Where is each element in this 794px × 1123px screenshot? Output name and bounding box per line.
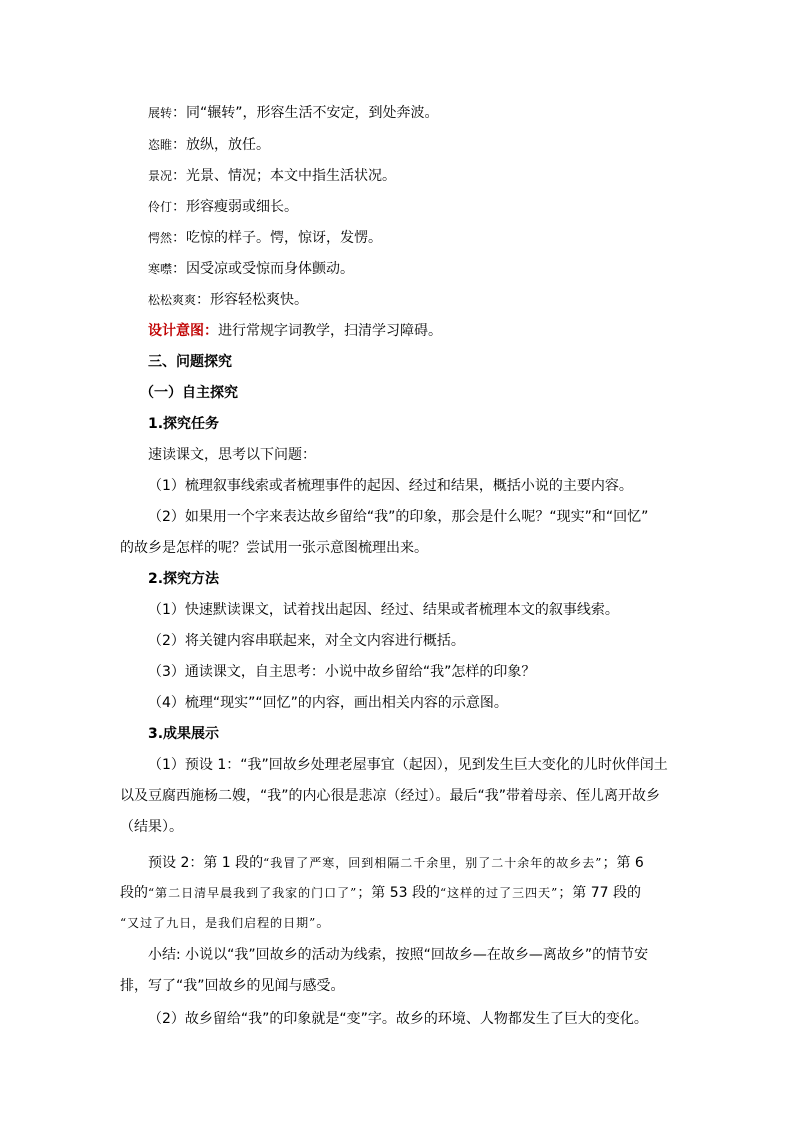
result-paragraph: （2）故乡留给“我”的印象就是“变”字。故乡的环境、人物都发生了巨大的变化。 <box>148 1011 648 1027</box>
glossary-term: 松松爽爽 <box>148 293 197 307</box>
glossary-term: 寒噤 <box>148 262 173 276</box>
glossary-item: 景况：光景、情况；本文中指生活状况。 <box>148 168 397 184</box>
glossary-term: 愕然 <box>148 231 173 245</box>
subsection-heading: （一）自主探究 <box>140 385 238 401</box>
quote: “我冒了严寒，回到相隔二千余里，别了二十余年的故乡去” <box>263 856 603 870</box>
glossary-item: 寒噤：因受凉或受惊而身体颤动。 <box>148 261 355 277</box>
method-item: （3）通读课文，自主思考：小说中故乡留给“我”怎样的印象？ <box>148 664 536 680</box>
glossary-definition: 形容轻松爽快。 <box>210 292 309 308</box>
design-intent-text: 进行常规字词教学，扫清学习障碍。 <box>218 323 442 339</box>
result-paragraph-cont: 以及豆腐西施杨二嫂，“我”的内心很是悲凉（经过）。最后“我”带着母亲、侄儿离开故乡 <box>120 788 661 804</box>
summary: 小结: 小说以“我”回故乡的活动为线索，按照“回故乡—在故乡—离故乡”的情节安 <box>148 947 649 963</box>
glossary-definition: 放纵，放任。 <box>186 137 271 153</box>
result-paragraph: （1）预设 1：“我”回故乡处理老屋事宜（起因），见到发生巨大变化的儿时伙伴闰土 <box>148 757 668 773</box>
glossary-item: 伶仃：形容瘦弱或细长。 <box>148 199 299 215</box>
task-intro: 速读课文，思考以下问题： <box>148 447 316 463</box>
task-question: （1）梳理叙事线索或者梳理事件的起因、经过和结果，概括小说的主要内容。 <box>148 478 633 494</box>
quote: “又过了九日，是我们启程的日期” <box>120 916 317 930</box>
glossary-item: 松松爽爽：形容轻松爽快。 <box>148 292 309 308</box>
design-intent-label: 设计意图 <box>148 323 204 339</box>
design-intent: 设计意图：进行常规字词教学，扫清学习障碍。 <box>148 323 442 339</box>
result-paragraph: 预设 2：第 1 段的“我冒了严寒，回到相隔二千余里，别了二十余年的故乡去”；第 6 <box>148 855 644 871</box>
result-paragraph-cont: “又过了九日，是我们启程的日期”。 <box>120 915 331 931</box>
glossary-term: 恣睢 <box>148 138 173 152</box>
task-question-cont: 的故乡是怎样的呢？尝试用一张示意图梳理出来。 <box>120 540 428 556</box>
quote: “这样的过了三四天” <box>440 886 559 900</box>
glossary-definition: 因受凉或受惊而身体颤动。 <box>186 261 355 277</box>
method-item: （2）将关键内容串联起来，对全文内容进行概括。 <box>148 633 465 649</box>
method-heading: 2.探究方法 <box>148 571 220 587</box>
result-paragraph-cont: 段的“第二日清早晨我到了我家的门口了”；第 53 段的“这样的过了三四天”；第 77 段的 <box>120 885 641 901</box>
quote: “第二日清早晨我到了我家的门口了” <box>148 886 358 900</box>
glossary-term: 展转 <box>148 106 173 120</box>
glossary-definition: 同“辗转”，形容生活不安定，到处奔波。 <box>186 105 439 121</box>
glossary-item: 展转：同“辗转”，形容生活不安定，到处奔波。 <box>148 105 439 121</box>
glossary-term: 伶仃 <box>148 200 173 214</box>
glossary-item: 愕然：吃惊的样子。愕，惊讶，发愣。 <box>148 230 383 246</box>
glossary-item: 恣睢：放纵，放任。 <box>148 137 271 153</box>
task-question: （2）如果用一个字来表达故乡留给“我”的印象，那会是什么呢？“现实”和“回忆” <box>148 509 649 525</box>
task-heading: 1.探究任务 <box>148 416 220 432</box>
glossary-definition: 光景、情况；本文中指生活状况。 <box>186 168 397 184</box>
glossary-definition: 吃惊的样子。愕，惊讶，发愣。 <box>186 230 383 246</box>
summary-cont: 排，写了“我”回故乡的见闻与感受。 <box>120 978 345 994</box>
method-item: （4）梳理“现实”“回忆”的内容，画出相关内容的示意图。 <box>148 695 508 711</box>
glossary-definition: 形容瘦弱或细长。 <box>186 199 299 215</box>
method-item: （1）快速默读课文，试着找出起因、经过、结果或者梳理本文的叙事线索。 <box>148 602 619 618</box>
result-paragraph-cont: （结果）。 <box>120 819 183 835</box>
results-heading: 3.成果展示 <box>148 726 220 742</box>
glossary-term: 景况 <box>148 169 173 183</box>
section-heading: 三、问题探究 <box>148 354 232 370</box>
